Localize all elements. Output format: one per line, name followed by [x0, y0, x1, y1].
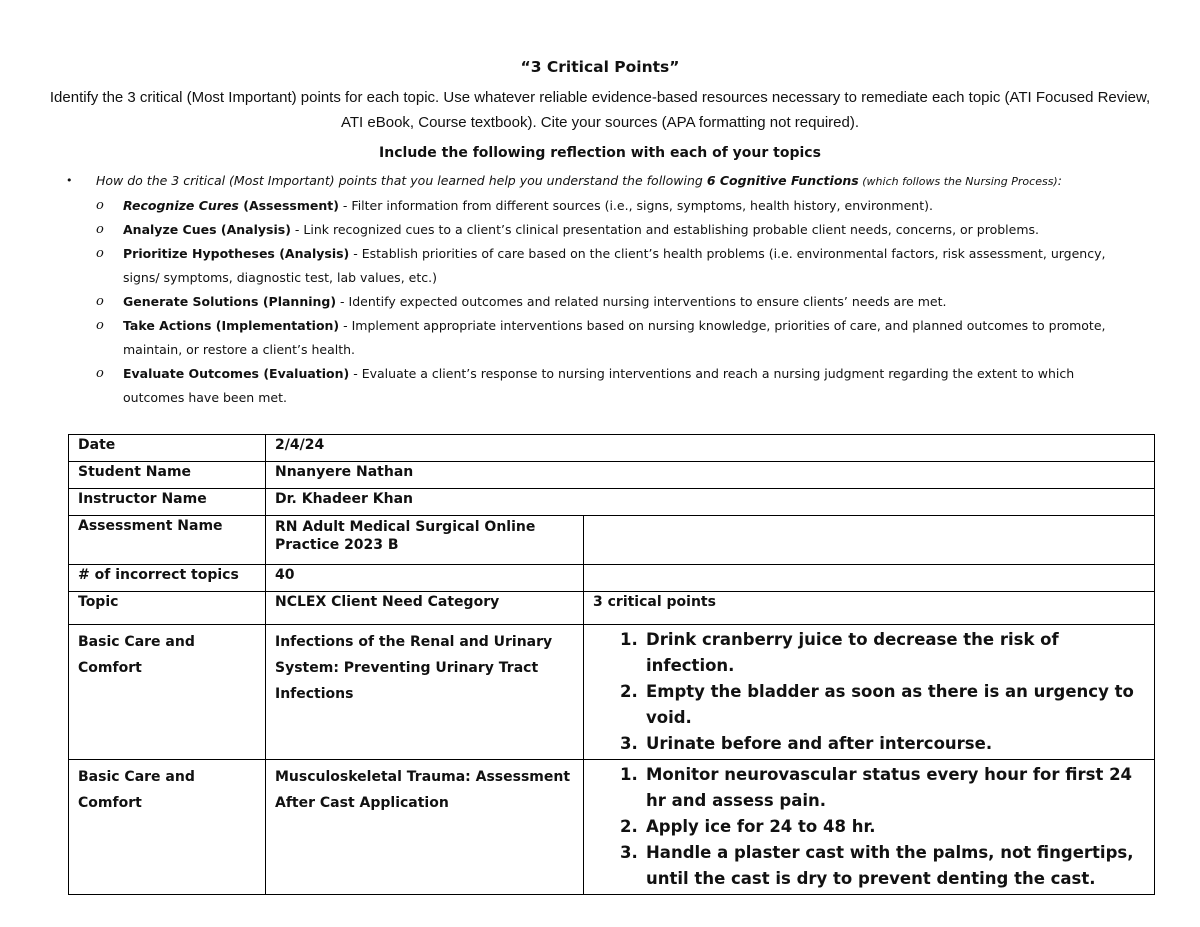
reflection-heading: Include the following reflection with each of your topics	[379, 145, 821, 161]
function-description: - Implement appropriate interventions based on nursing knowledge, priorities of care, and planned outcomes to promote, maintain, or restore a client’s health.	[123, 318, 1106, 357]
item-number: 3.	[620, 734, 638, 753]
question-lead: How do the 3 critical (Most Important) points that you learned help you understand the following	[96, 173, 707, 188]
point-text: Handle a plaster cast with the palms, not fingertips, until the cast is dry to prevent denting the cast.	[646, 843, 1134, 888]
point-text: Drink cranberry juice to decrease the risk of infection.	[646, 630, 1059, 675]
list-item	[96, 314, 1136, 362]
list-item	[620, 840, 1146, 892]
function-label: Analyze Cues (Analysis)	[123, 222, 291, 237]
reflection-question-text	[96, 173, 1062, 188]
question-paren: (which follows the Nursing Process)	[858, 175, 1058, 188]
table-header-row	[69, 592, 1155, 625]
instructions-paragraph: Identify the 3 critical (Most Important) points for each topic. Use whatever reliable evidence-based resources necessary to remediate each topic (ATI Focused Review, ATI eBook, Course textbook). Cite your sources (APA formatting not required).	[49, 89, 1151, 131]
function-label: Generate Solutions (Planning)	[123, 294, 337, 309]
cognitive-functions-list	[96, 194, 1136, 410]
points-cell	[584, 625, 1155, 760]
function-label: Evaluate Outcomes (Evaluation)	[123, 366, 350, 381]
item-number: 2.	[620, 682, 638, 701]
question-emphasis: 6 Cognitive Functions	[706, 173, 859, 188]
point-text: Monitor neurovascular status every hour for first 24 hr and assess pain.	[646, 765, 1133, 810]
reflection-question	[66, 173, 1176, 188]
item-number: 1.	[620, 765, 638, 784]
list-item	[96, 218, 1136, 242]
function-description: - Evaluate a client’s response to nursing interventions and reach a nursing judgment regarding the extent to which outcomes have been met.	[123, 366, 1075, 405]
list-item	[620, 731, 1146, 757]
list-item	[96, 290, 1136, 314]
instructor-name-label: Instructor Name	[69, 489, 266, 516]
student-name-label: Student Name	[69, 462, 266, 489]
list-item	[620, 679, 1146, 731]
bullet-icon: •	[66, 174, 73, 187]
column-header-category: NCLEX Client Need Category	[266, 592, 584, 625]
item-number: 1.	[620, 630, 638, 649]
date-value: 2/4/24	[266, 435, 1155, 462]
topic-cell: Basic Care and Comfort	[69, 760, 266, 895]
critical-points-list	[593, 627, 1146, 757]
column-header-topic: Topic	[69, 592, 266, 625]
points-cell	[584, 760, 1155, 895]
table-row	[69, 435, 1155, 462]
list-item	[96, 194, 1136, 218]
category-cell: Musculoskeletal Trauma: Assessment After Cast Application	[266, 760, 584, 895]
circle-bullet-icon: o	[96, 198, 104, 213]
table-row	[69, 565, 1155, 592]
category-cell: Infections of the Renal and Urinary System: Preventing Urinary Tract Infections	[266, 625, 584, 760]
function-description: - Identify expected outcomes and related nursing interventions to ensure clients’ needs are met.	[336, 294, 947, 309]
document-title: “3 Critical Points”	[520, 58, 680, 76]
point-text: Urinate before and after intercourse.	[646, 734, 993, 753]
instructor-name-value: Dr. Khadeer Khan	[266, 489, 1155, 516]
column-header-points: 3 critical points	[584, 592, 1155, 625]
incorrect-topics-value: 40	[266, 565, 584, 592]
date-label: Date	[69, 435, 266, 462]
incorrect-topics-label: # of incorrect topics	[69, 565, 266, 592]
empty-cell	[584, 516, 1155, 565]
item-number: 3.	[620, 843, 638, 862]
assessment-name-label: Assessment Name	[69, 516, 266, 565]
list-item	[96, 242, 1136, 290]
circle-bullet-icon: o	[96, 246, 104, 261]
list-item	[620, 762, 1146, 814]
student-name-value: Nnanyere Nathan	[266, 462, 1155, 489]
point-text: Apply ice for 24 to 48 hr.	[646, 817, 876, 836]
item-number: 2.	[620, 817, 638, 836]
table-row	[69, 625, 1155, 760]
function-description: - Establish priorities of care based on the client’s health problems (i.e. environmental factors, risk assessment, urgency, signs/ symptoms, diagnostic test, lab values, etc.)	[123, 246, 1106, 285]
circle-bullet-icon: o	[96, 318, 104, 333]
circle-bullet-icon: o	[96, 222, 104, 237]
question-colon: :	[1057, 173, 1062, 188]
function-label: Recognize Cures	[123, 198, 239, 213]
critical-points-list	[593, 762, 1146, 892]
function-description: - Link recognized cues to a client’s clinical presentation and establishing probable client needs, concerns, or problems.	[290, 222, 1039, 237]
list-item	[620, 627, 1146, 679]
table-row	[69, 516, 1155, 565]
critical-points-table	[68, 434, 1155, 895]
circle-bullet-icon: o	[96, 294, 104, 309]
circle-bullet-icon: o	[96, 366, 104, 381]
point-text: Empty the bladder as soon as there is an urgency to void.	[646, 682, 1134, 727]
empty-cell	[584, 565, 1155, 592]
table-row	[69, 462, 1155, 489]
topic-cell: Basic Care and Comfort	[69, 625, 266, 760]
function-label-suffix: (Assessment)	[238, 198, 339, 213]
table-row	[69, 760, 1155, 895]
function-description: - Filter information from different sources (i.e., signs, symptoms, health history, environment).	[338, 198, 933, 213]
function-label: Prioritize Hypotheses (Analysis)	[123, 246, 350, 261]
list-item	[620, 814, 1146, 840]
list-item	[96, 362, 1136, 410]
table-row	[69, 489, 1155, 516]
assessment-name-value: RN Adult Medical Surgical Online Practice 2023 B	[266, 516, 584, 565]
function-label: Take Actions (Implementation)	[123, 318, 340, 333]
